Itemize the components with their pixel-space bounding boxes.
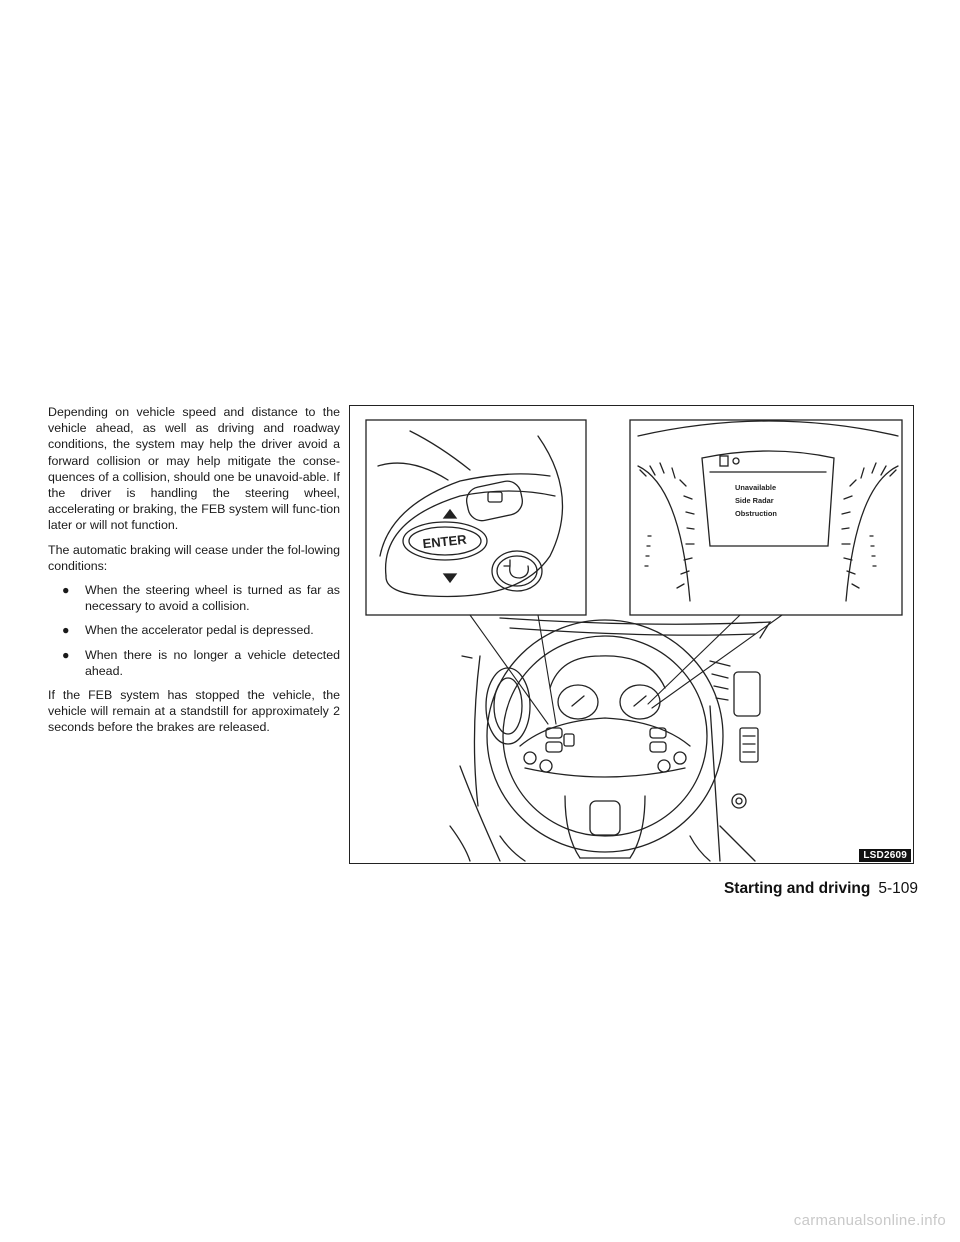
list-item: ● When there is no longer a vehicle detected ahead. [62, 647, 340, 678]
bullet-icon: ● [62, 623, 70, 638]
page-footer [724, 880, 918, 898]
page-number: 5-109 [878, 880, 918, 897]
paragraph-cease-conditions: The automatic braking will cease under the fol-lowing conditions: [48, 542, 340, 573]
leader-line-display [648, 615, 740, 704]
dashboard-illustration [349, 405, 914, 864]
bullet-icon: ● [62, 647, 70, 662]
watermark: carmanualsonline.info [793, 1212, 946, 1229]
list-item: ● When the steering wheel is turned as far as necessary to avoid a collision. [62, 583, 340, 614]
list-item: ● When the accelerator pedal is depressed. [62, 623, 314, 638]
body-text [48, 404, 340, 744]
bullet-icon: ● [62, 583, 70, 598]
enter-switch-label: ENTER [421, 531, 468, 552]
figure-code: LSD2609 [859, 849, 911, 862]
display-line-unavailable: Unavailable [735, 483, 777, 492]
leader-line-switch [470, 615, 548, 724]
illustration-drawing [350, 406, 915, 865]
section-title: Starting and driving [723, 880, 871, 897]
display-line-side-radar: Side Radar [735, 496, 774, 505]
condition-list [48, 582, 340, 679]
paragraph-standstill: If the FEB system has stopped the vehicle, the vehicle will remain at a standstill for approximately 2 seconds before the brakes are released. [48, 688, 340, 735]
leader-line-display-2 [652, 615, 782, 708]
steering-switch-inset [366, 420, 586, 615]
display-line-obstruction: Obstruction [735, 509, 777, 518]
paragraph-feb-function: Depending on vehicle speed and distance to the vehicle ahead, as well as driving and roadway conditions, the system may help the driver avoid a forward collision or may help mitigate the conse-quences of a collision, should one be unavoid-able. If the driver is handling the steering wheel, accelerating or braking, the FEB system will func-tion later or will not function. [48, 405, 340, 533]
